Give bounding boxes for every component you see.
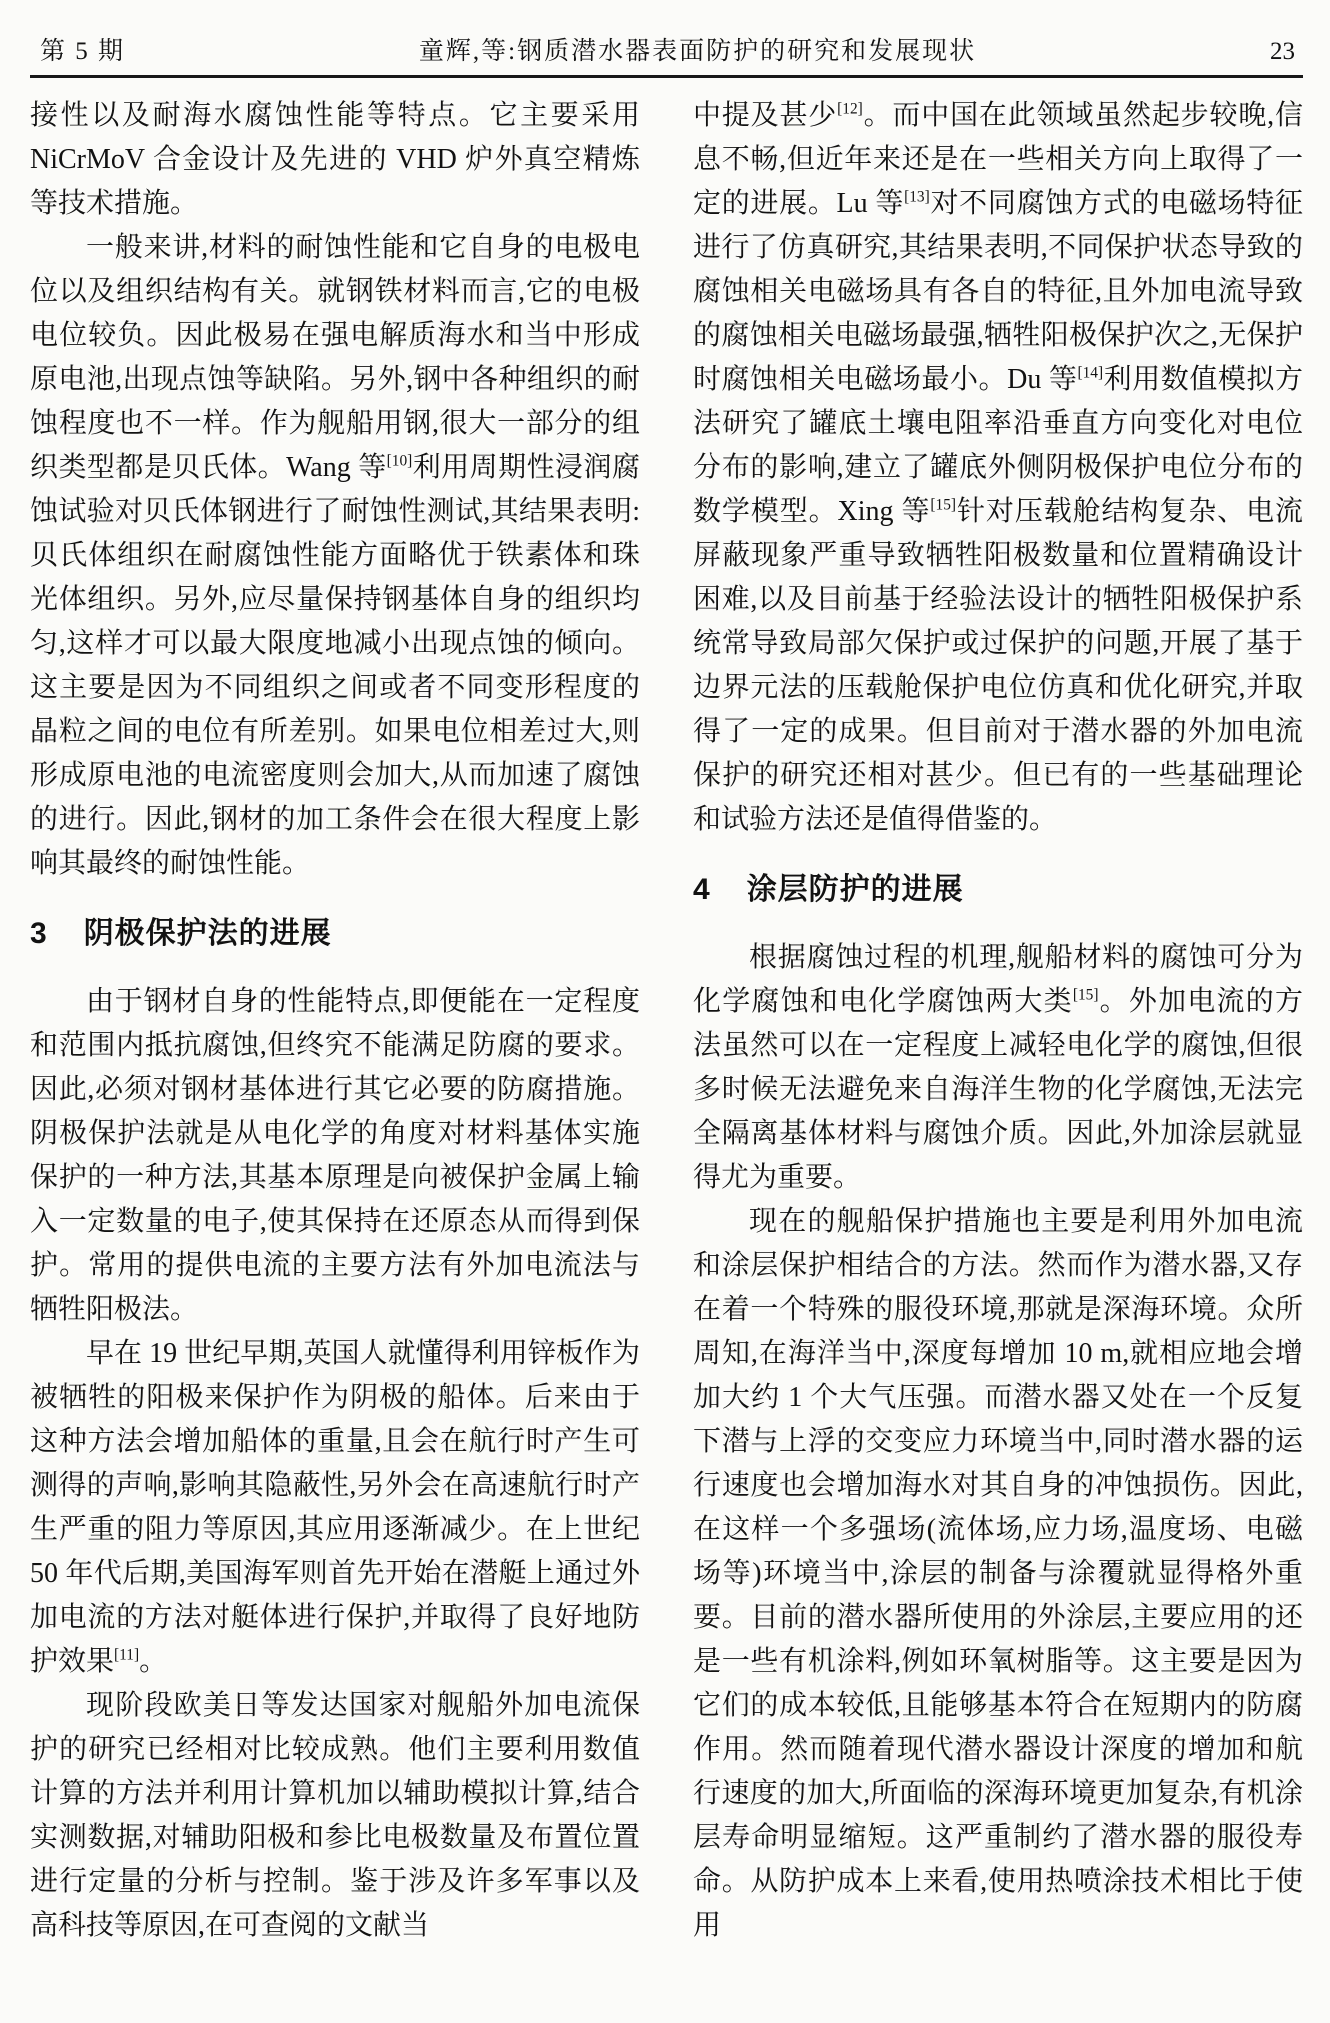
citation-marker: [12] <box>837 100 863 118</box>
paragraph: 由于钢材自身的性能特点,即便能在一定程度和范围内抵抗腐蚀,但终究不能满足防腐的要求。因此,必须对钢材基体进行其它必要的防腐措施。阴极保护法就是从电化学的角度对材料基体实施保护的一种方法,其基本原理是向被保护金属上输入一定数量的电子,使其保持在还原态从而得到保护。常用的提供电流的主要方法有外加电流法与牺牲阳极法。 <box>30 986 640 1325</box>
running-title: 童辉,等:钢质潜水器表面防护的研究和发展现状 <box>418 38 977 65</box>
citation-marker: [15] <box>1072 986 1099 1004</box>
citation-marker: [15] <box>930 496 957 514</box>
citation-marker: [10] <box>386 452 413 470</box>
paragraph: 中提及甚少[12]。而中国在此领域虽然起步较晚,信息不畅,但近年来还是在一些相关方向上取得了一定的进展。Lu 等[13]对不同腐蚀方式的电磁场特征进行了仿真研究,其结果表明,不同保护状态导致的腐蚀相关电磁场具有各自的特征,且外加电流导致的腐蚀相关电磁场最强,牺牲阳极保护次之,无保护时腐蚀相关电磁场最小。Du 等[14]利用数值模拟方法研究了罐底土壤电阻率沿垂直方向变化对电位分布的影响,建立了罐底外侧阴极保护电位分布的数学模型。Xing 等[15]针对压载舱结构复杂、电流屏蔽现象严重导致牺牲阳极数量和位置精确设计困难,以及目前基于经验法设计的牺牲阳极保护系统常导致局部欠保护或过保护的问题,开展了基于边界元法的压载舱保护电位仿真和优化研究,并取得了一定的成果。但目前对于潜水器的外加电流保护的研究还相对甚少。但已有的一些基础理论和试验方法还是值得借鉴的。 <box>693 100 1303 835</box>
page-header <box>30 38 1303 65</box>
citation-marker: [13] <box>904 188 930 206</box>
paragraph: 现阶段欧美日等发达国家对舰船外加电流保护的研究已经相对比较成熟。他们主要利用数值计算的方法并利用计算机加以辅助模拟计算,结合实测数据,对辅助阳极和参比电极数量及布置位置进行定量的分析与控制。鉴于涉及许多军事以及高科技等原因,在可查阅的文献当 <box>30 1690 640 1941</box>
paragraph: 现在的舰船保护措施也主要是利用外加电流和涂层保护相结合的方法。然而作为潜水器,又存在着一个特殊的服役环境,那就是深海环境。众所周知,在海洋当中,深度每增加 10 m,就相应地会增加大约 1 个大气压强。而潜水器又处在一个反复下潜与上浮的交变应力环境当中,同时潜水器的运行速度也会增加海水对其自身的冲蚀损伤。因此,在这样一个多强场(流体场,应力场,温度场、电磁场等)环境当中,涂层的制备与涂覆就显得格外重要。目前的潜水器所使用的外涂层,主要应用的还是一些有机涂料,例如环氧树脂等。这主要是因为它们的成本较低,且能够基本符合在短期内的防腐作用。然而随着现代潜水器设计深度的增加和航行速度的加大,所面临的深海环境更加复杂,有机涂层寿命明显缩短。这严重制约了潜水器的服役寿命。从防护成本上来看,使用热喷涂技术相比于使用 <box>693 1206 1303 1941</box>
section-number: 3 <box>30 917 48 950</box>
right-column <box>693 94 1303 1948</box>
page-number: 23 <box>1270 38 1295 65</box>
article-body <box>30 94 1303 1948</box>
header-divider-rule <box>30 75 1303 78</box>
section-heading <box>30 912 640 956</box>
section-heading <box>693 868 1303 912</box>
paragraph: 接性以及耐海水腐蚀性能等特点。它主要采用 NiCrMoV 合金设计及先进的 VHD 炉外真空精炼等技术措施。 <box>30 100 640 219</box>
paragraph: 一般来讲,材料的耐蚀性能和它自身的电极电位以及组织结构有关。就钢铁材料而言,它的电极电位较负。因此极易在强电解质海水和当中形成原电池,出现点蚀等缺陷。另外,钢中各种组织的耐蚀程度也不一样。作为舰船用钢,很大一部分的组织类型都是贝氏体。Wang 等[10]利用周期性浸润腐蚀试验对贝氏体钢进行了耐蚀性测试,其结果表明:贝氏体组织在耐腐蚀性能方面略优于铁素体和珠光体组织。另外,应尽量保持钢基体自身的组织均匀,这样才可以最大限度地减小出现点蚀的倾向。这主要是因为不同组织之间或者不同变形程度的晶粒之间的电位有所差别。如果电位相差过大,则形成原电池的电流密度则会加大,从而加速了腐蚀的进行。因此,钢材的加工条件会在很大程度上影响其最终的耐蚀性能。 <box>30 232 640 879</box>
section-title: 阴极保护法的进展 <box>83 917 332 950</box>
citation-marker: [11] <box>114 1646 140 1664</box>
paragraph: 根据腐蚀过程的机理,舰船材料的腐蚀可分为化学腐蚀和电化学腐蚀两大类[15]。外加电流的方法虽然可以在一定程度上减轻电化学的腐蚀,但很多时候无法避免来自海洋生物的化学腐蚀,无法完全隔离基体材料与腐蚀介质。因此,外加涂层就显得尤为重要。 <box>693 942 1303 1193</box>
citation-marker: [14] <box>1077 364 1104 382</box>
journal-issue-label: 第 5 期 <box>40 38 126 65</box>
section-number: 4 <box>693 873 711 906</box>
left-column <box>30 94 640 1948</box>
paragraph: 早在 19 世纪早期,英国人就懂得利用锌板作为被牺牲的阳极来保护作为阴极的船体。后来由于这种方法会增加船体的重量,且会在航行时产生可测得的声响,影响其隐蔽性,另外会在高速航行时产生严重的阻力等原因,其应用逐渐减少。在上世纪 50 年代后期,美国海军则首先开始在潜艇上通过外加电流的方法对艇体进行保护,并取得了良好地防护效果[11]。 <box>30 1338 640 1677</box>
section-title: 涂层防护的进展 <box>746 873 964 906</box>
